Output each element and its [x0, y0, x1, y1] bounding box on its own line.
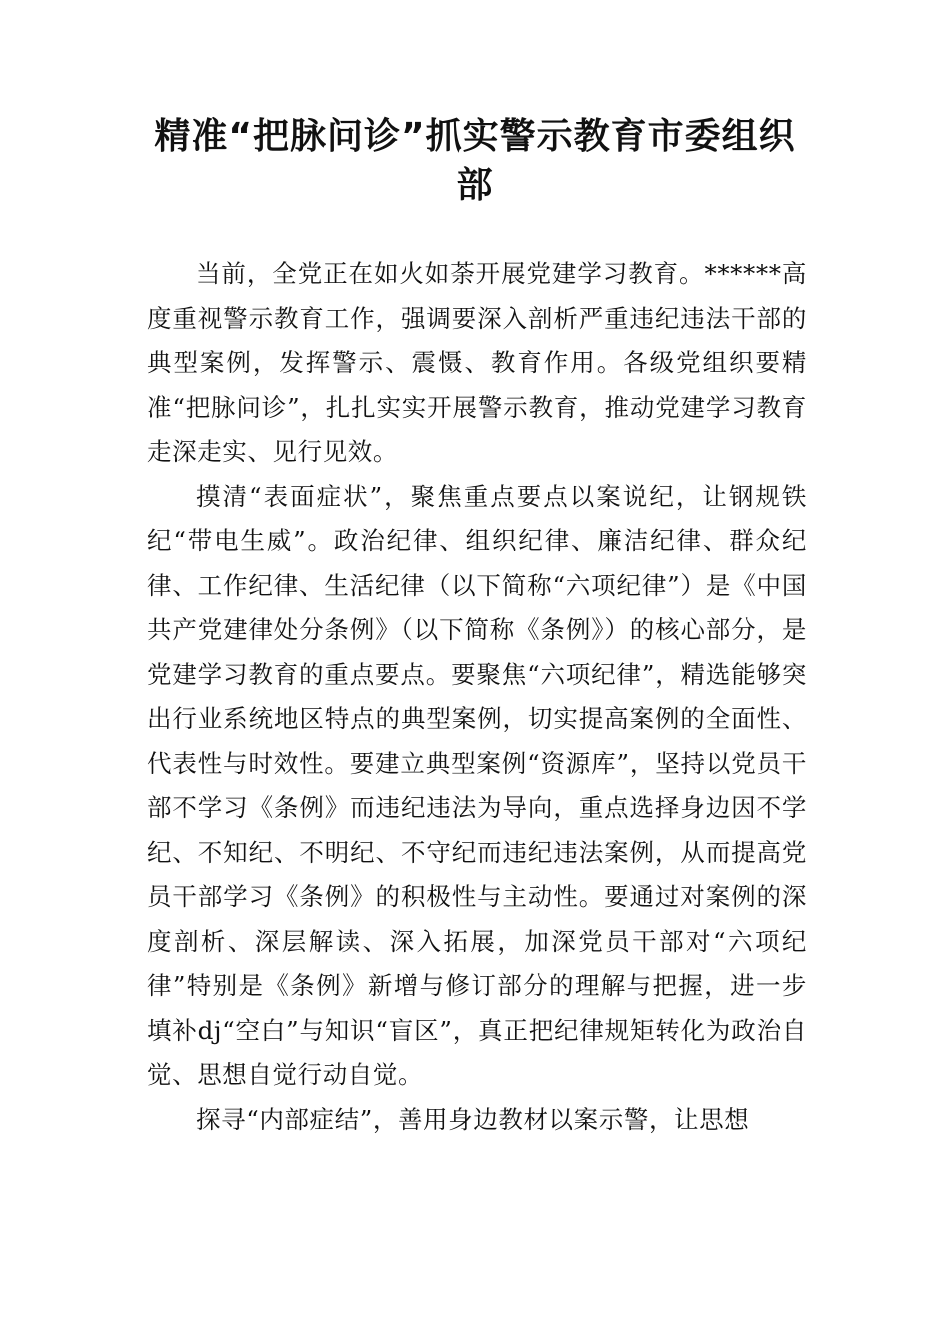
document-body	[147, 252, 807, 1142]
paragraph-3: 探寻“内部症结”，善用身边教材以案示警，让思想	[196, 1104, 750, 1134]
document-title: 精准“把脉问诊”抓实警示教育市委组织部	[154, 116, 796, 206]
paragraph-1: 当前，全党正在如火如荼开展党建学习教育。******高度重视警示教育工作，强调要深入剖析严重违纪违法干部的典型案例，发挥警示、震慑、教育作用。各级党组织要精准“把脉问诊”，扎扎实实开展警示教育，推动党建学习教育走深走实、见行见效。	[147, 259, 807, 466]
paragraph-2: 摸清“表面症状”，聚焦重点要点以案说纪，让钢规铁纪“带电生威”。政治纪律、组织纪律、廉洁纪律、群众纪律、工作纪律、生活纪律（以下简称“六项纪律”）是《中国共产党建律处分条例》（以下简称《条例》）的核心部分，是党建学习教育的重点要点。要聚焦“六项纪律”，精选能够突出行业系统地区特点的典型案例，切实提高案例的全面性、代表性与时效性。要建立典型案例“资源库”，坚持以党员干部不学习《条例》而违纪违法为导向，重点选择身边因不学纪、不知纪、不明纪、不守纪而违纪违法案例，从而提高党员干部学习《条例》的积极性与主动性。要通过对案例的深度剖析、深层解读、深入拓展，加深党员干部对“六项纪律”特别是《条例》新增与修订部分的理解与把握，进一步填补dj“空白”与知识“盲区”，真正把纪律规矩转化为政治自觉、思想自觉行动自觉。	[147, 481, 807, 1089]
